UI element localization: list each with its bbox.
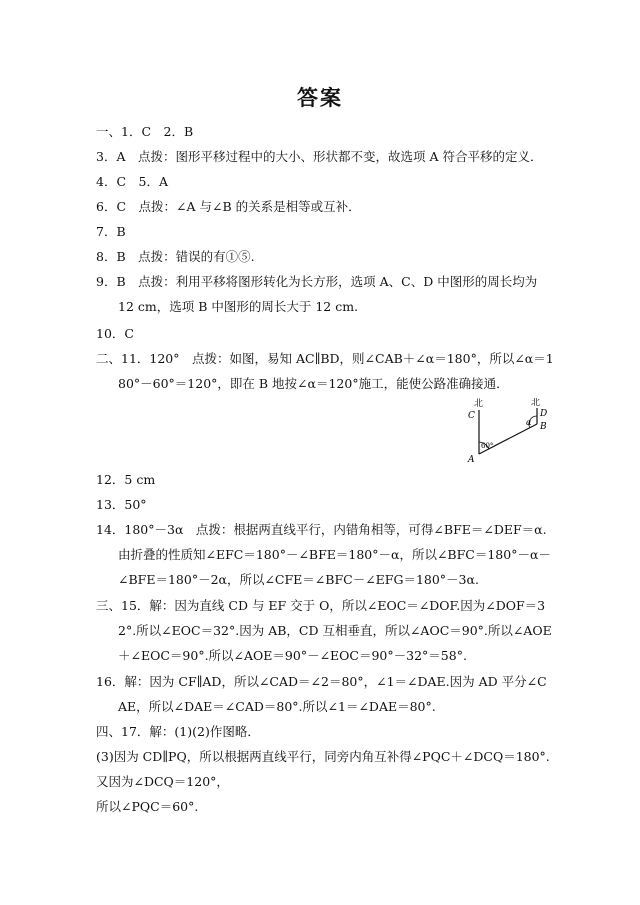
answer-line: AE，所以∠DAE＝∠CAD＝80°.所以∠1＝∠DAE＝80°.: [118, 699, 436, 714]
answer-line: 7．B: [96, 224, 126, 239]
answer-line: 四、17．解：(1)(2)作图略．: [96, 724, 260, 739]
answer-line: 又因为∠DCQ＝120°，: [96, 774, 229, 789]
answer-line: 三、15．解：因为直线 CD 与 EF 交于 O，所以∠EOC＝∠DOF.因为∠DOF＝3: [96, 598, 546, 613]
answer-line: ＋∠EOC＝90°.所以∠AOE＝90°－∠EOC＝90°－32°＝58°.: [118, 648, 467, 663]
answer-line: 14．180°－3α 点拨：根据两直线平行，内错角相等，可得∠BFE＝∠DEF＝α.: [96, 522, 547, 537]
answer-line: 12 cm，选项 B 中图形的周长大于 12 cm.: [118, 299, 359, 314]
answer-line: 3．A 点拨：图形平移过程中的大小、形状都不变，故选项 A 符合平移的定义．: [96, 149, 543, 164]
answer-line: 由折叠的性质知∠EFC＝180°－∠BFE＝180°－α，所以∠BFC＝180°－α－: [118, 547, 551, 562]
north-label-right: 北: [531, 398, 541, 408]
answer-line: 16．解：因为 CF∥AD，所以∠CAD＝∠2＝80°，∠1＝∠DAE.因为 AD 平分∠C: [96, 674, 547, 689]
answer-line: 80°－60°＝120°，即在 B 地按∠α＝120°施工，能使公路准确接通．: [118, 376, 509, 391]
answer-line: 二、11．120° 点拨：如图，易知 AC∥BD，则∠CAB＋∠α＝180°，所以∠α＝1: [96, 351, 554, 366]
answer-line: 2°.所以∠EOC＝32°.因为 AB，CD 互相垂直，所以∠AOC＝90°.所以∠AOE: [118, 623, 552, 638]
answer-line: (3)因为 CD∥PQ，所以根据两直线平行，同旁内角互补得∠PQC＋∠DCQ＝180°.: [96, 749, 550, 764]
angle-figure: [464, 398, 554, 464]
north-label-left: 北: [474, 399, 484, 409]
answer-line: 一、1．C 2．B: [96, 124, 194, 139]
answer-line: 9．B 点拨：利用平移将图形转化为长方形，选项 A、C、D 中图形的周长均为: [96, 274, 538, 289]
point-b-label: B: [540, 422, 547, 432]
answer-line: 所以∠PQC＝60°.: [96, 799, 199, 814]
answer-line: 10．C: [96, 326, 134, 341]
answer-line: 12．5 cm: [96, 472, 156, 487]
alpha-label: α: [526, 418, 532, 427]
answer-line: 8．B 点拨：错误的有①⑤.: [96, 249, 255, 264]
answer-line: ∠BFE＝180°－2α，所以∠CFE＝∠BFC－∠EFG＝180°－3α.: [118, 572, 479, 587]
point-c-label: C: [468, 411, 475, 421]
answer-line: 4．C 5．A: [96, 174, 168, 189]
angle-60-label: 60°: [481, 442, 494, 450]
point-d-label: D: [540, 409, 548, 419]
page-title: 答案: [297, 86, 343, 110]
answer-line: 13．50°: [96, 497, 147, 512]
point-a-label: A: [468, 455, 475, 464]
answer-line: 6．C 点拨：∠A 与∠B 的关系是相等或互补．: [96, 199, 361, 214]
